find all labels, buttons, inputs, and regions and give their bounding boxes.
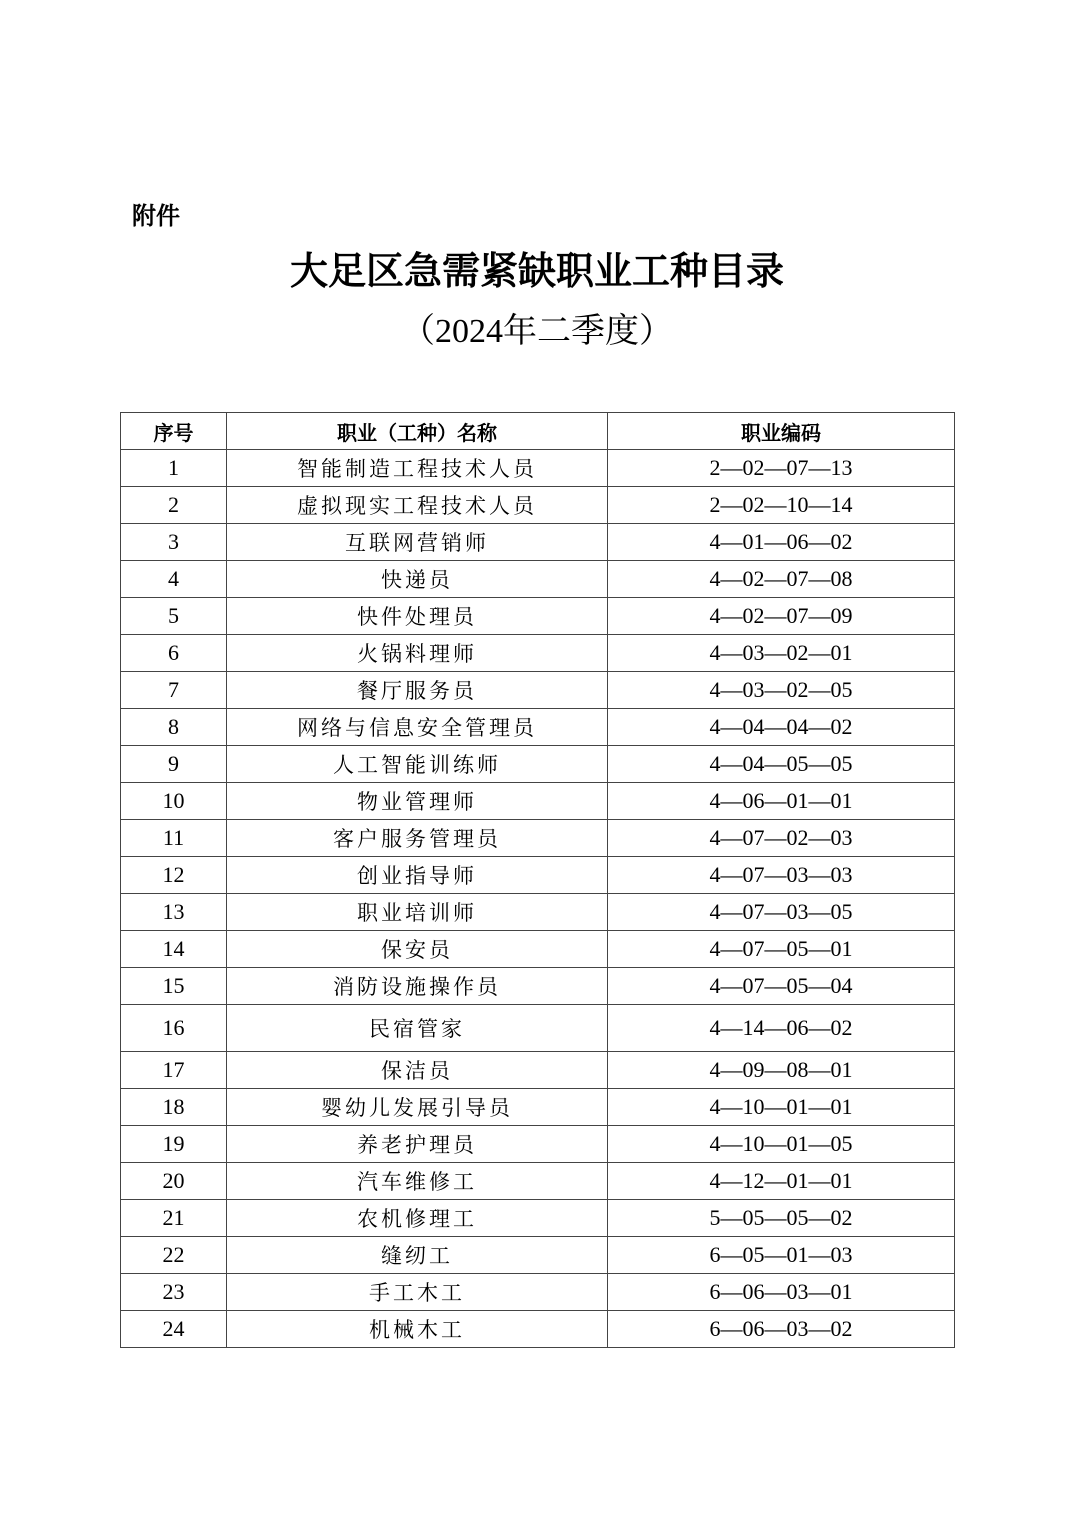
seq-cell: 9: [121, 746, 227, 783]
code-cell: 4—02—07—09: [608, 598, 955, 635]
document-subtitle: [0, 306, 1074, 357]
name-cell: 火锅料理师: [227, 635, 608, 672]
attachment-label: 附件: [132, 202, 180, 230]
subtitle-close-paren: ）: [639, 311, 673, 351]
table-row: [121, 931, 955, 968]
code-cell: 4—07—03—03: [608, 857, 955, 894]
code-cell: 4—10—01—05: [608, 1126, 955, 1163]
name-cell: 创业指导师: [227, 857, 608, 894]
table-row: [121, 746, 955, 783]
table-row: [121, 968, 955, 1005]
code-cell: 6—06—03—01: [608, 1274, 955, 1311]
table-row: [121, 709, 955, 746]
name-cell: 智能制造工程技术人员: [227, 450, 608, 487]
table-row: [121, 635, 955, 672]
seq-cell: 7: [121, 672, 227, 709]
header-seq: 序号: [121, 413, 227, 450]
seq-cell: 6: [121, 635, 227, 672]
table-row: [121, 783, 955, 820]
seq-cell: 8: [121, 709, 227, 746]
name-cell: 民宿管家: [227, 1005, 608, 1052]
name-cell: 缝纫工: [227, 1237, 608, 1274]
code-cell: 4—06—01—01: [608, 783, 955, 820]
code-cell: 4—14—06—02: [608, 1005, 955, 1052]
name-cell: 机械木工: [227, 1311, 608, 1348]
seq-cell: 19: [121, 1126, 227, 1163]
seq-cell: 5: [121, 598, 227, 635]
table-row: [121, 820, 955, 857]
code-cell: 4—07—03—05: [608, 894, 955, 931]
seq-cell: 22: [121, 1237, 227, 1274]
table-header-row: [121, 413, 955, 450]
name-cell: 消防设施操作员: [227, 968, 608, 1005]
table-row: [121, 1311, 955, 1348]
name-cell: 物业管理师: [227, 783, 608, 820]
code-cell: 4—03—02—05: [608, 672, 955, 709]
name-cell: 汽车维修工: [227, 1163, 608, 1200]
subtitle-open-paren: （: [401, 311, 435, 351]
seq-cell: 20: [121, 1163, 227, 1200]
code-cell: 4—10—01—01: [608, 1089, 955, 1126]
seq-cell: 1: [121, 450, 227, 487]
seq-cell: 17: [121, 1052, 227, 1089]
table-row: [121, 1200, 955, 1237]
document-title: 大足区急需紧缺职业工种目录: [289, 248, 784, 293]
seq-cell: 15: [121, 968, 227, 1005]
table-row: [121, 1163, 955, 1200]
seq-cell: 3: [121, 524, 227, 561]
code-cell: 2—02—07—13: [608, 450, 955, 487]
seq-cell: 11: [121, 820, 227, 857]
name-cell: 保安员: [227, 931, 608, 968]
table-row: [121, 598, 955, 635]
seq-cell: 12: [121, 857, 227, 894]
seq-cell: 23: [121, 1274, 227, 1311]
code-cell: 6—05—01—03: [608, 1237, 955, 1274]
table-row: [121, 857, 955, 894]
name-cell: 婴幼儿发展引导员: [227, 1089, 608, 1126]
name-cell: 快递员: [227, 561, 608, 598]
seq-cell: 18: [121, 1089, 227, 1126]
name-cell: 人工智能训练师: [227, 746, 608, 783]
table-row: [121, 894, 955, 931]
table-row: [121, 1126, 955, 1163]
code-cell: 4—07—02—03: [608, 820, 955, 857]
subtitle-year: 2024: [435, 313, 503, 350]
header-code: 职业编码: [608, 413, 955, 450]
code-cell: 4—02—07—08: [608, 561, 955, 598]
seq-cell: 2: [121, 487, 227, 524]
code-cell: 6—06—03—02: [608, 1311, 955, 1348]
seq-cell: 13: [121, 894, 227, 931]
table-row: [121, 672, 955, 709]
subtitle-quarter: 年二季度: [503, 311, 639, 351]
name-cell: 虚拟现实工程技术人员: [227, 487, 608, 524]
code-cell: 4—01—06—02: [608, 524, 955, 561]
code-cell: 4—12—01—01: [608, 1163, 955, 1200]
name-cell: 保洁员: [227, 1052, 608, 1089]
name-cell: 手工木工: [227, 1274, 608, 1311]
code-cell: 4—07—05—04: [608, 968, 955, 1005]
code-cell: 5—05—05—02: [608, 1200, 955, 1237]
code-cell: 4—03—02—01: [608, 635, 955, 672]
seq-cell: 24: [121, 1311, 227, 1348]
table-row: [121, 1274, 955, 1311]
table-row: [121, 487, 955, 524]
name-cell: 网络与信息安全管理员: [227, 709, 608, 746]
header-name: 职业（工种）名称: [227, 413, 608, 450]
seq-cell: 16: [121, 1005, 227, 1052]
code-cell: 4—07—05—01: [608, 931, 955, 968]
seq-cell: 21: [121, 1200, 227, 1237]
name-cell: 快件处理员: [227, 598, 608, 635]
occupation-catalog-table: [120, 412, 955, 1348]
table-row: [121, 1089, 955, 1126]
code-cell: 4—04—04—02: [608, 709, 955, 746]
code-cell: 4—09—08—01: [608, 1052, 955, 1089]
table-row: [121, 524, 955, 561]
name-cell: 职业培训师: [227, 894, 608, 931]
code-cell: 4—04—05—05: [608, 746, 955, 783]
seq-cell: 4: [121, 561, 227, 598]
table-row: [121, 1237, 955, 1274]
name-cell: 客户服务管理员: [227, 820, 608, 857]
table-row: [121, 1005, 955, 1052]
seq-cell: 14: [121, 931, 227, 968]
seq-cell: 10: [121, 783, 227, 820]
name-cell: 农机修理工: [227, 1200, 608, 1237]
name-cell: 餐厅服务员: [227, 672, 608, 709]
name-cell: 养老护理员: [227, 1126, 608, 1163]
name-cell: 互联网营销师: [227, 524, 608, 561]
table-row: [121, 1052, 955, 1089]
table-row: [121, 450, 955, 487]
table-row: [121, 561, 955, 598]
code-cell: 2—02—10—14: [608, 487, 955, 524]
